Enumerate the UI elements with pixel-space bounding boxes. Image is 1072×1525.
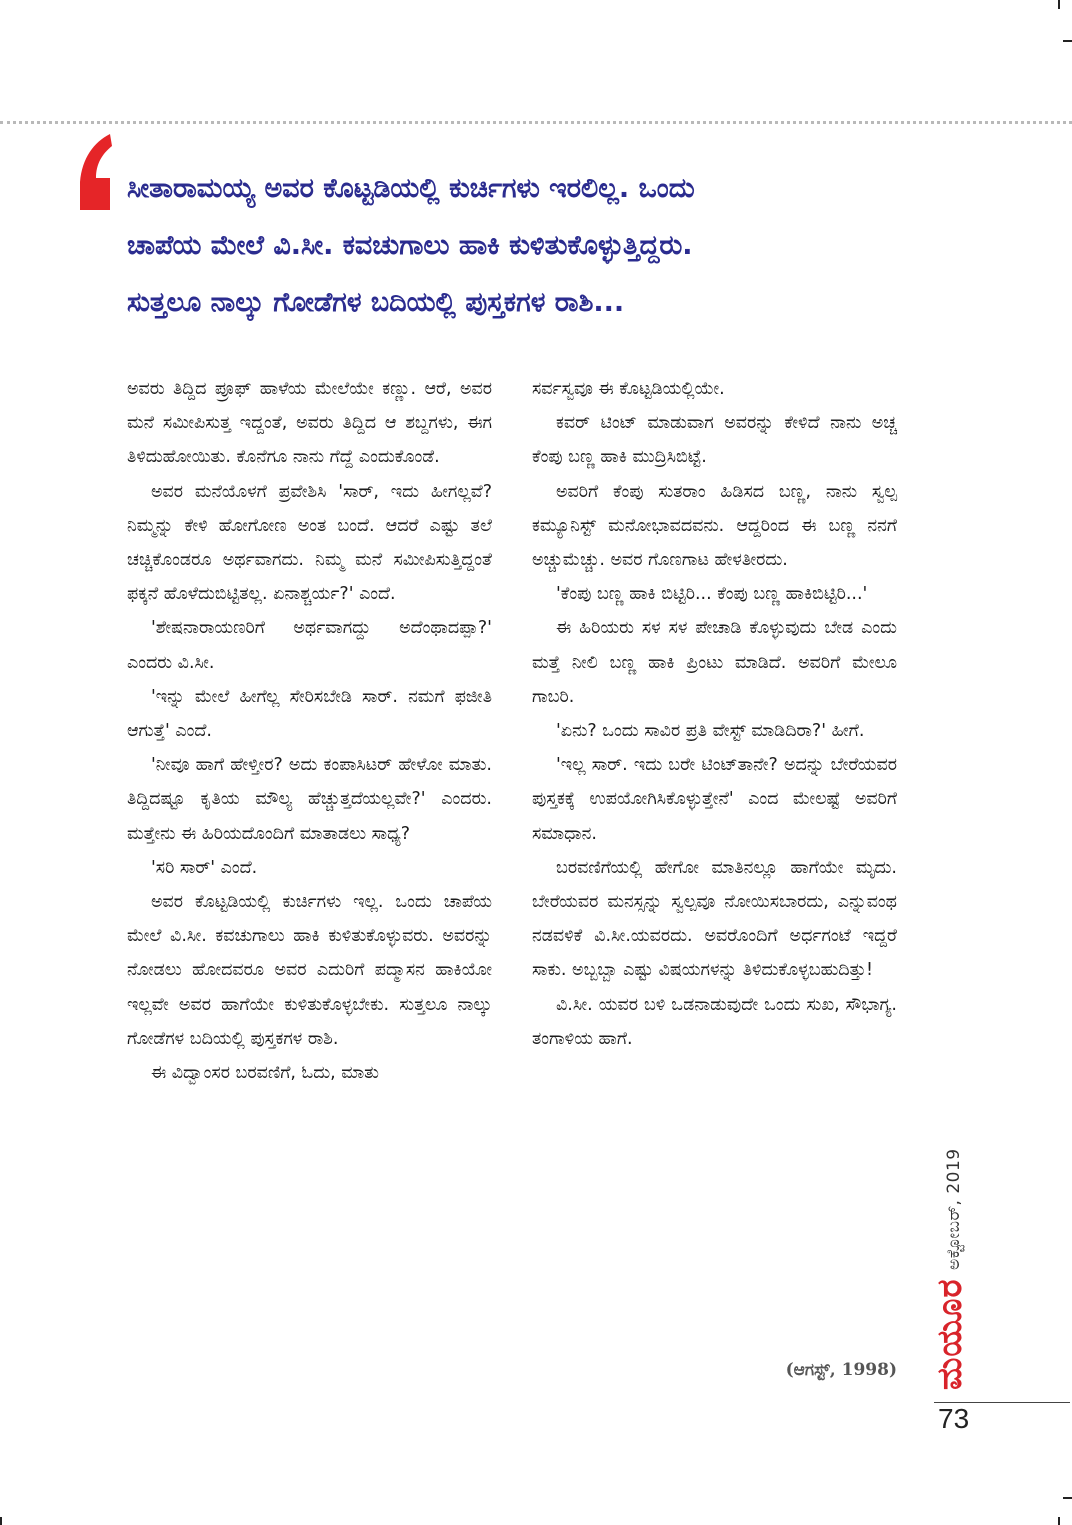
crop-mark (1058, 0, 1060, 9)
paragraph: ಈ ವಿದ್ವಾಂಸರ ಬರವಣಿಗೆ, ಓದು, ಮಾತು (151, 1063, 379, 1084)
issue-date-text: ಅಕ್ಟೋಬರ್, 2019 (944, 1148, 964, 1270)
paragraph: ಕವರ್ ಟಿಂಟ್ ಮಾಡುವಾಗ ಅವರನ್ನು ಕೇಳಿದೆ ನಾನು ಅಚ್ಚ ಕೆಂಪು ಬಣ್ಣ ಹಾಕಿ ಮುದ್ರಿಸಿಬಿಟ್ಟೆ. (532, 413, 897, 468)
crop-mark (1063, 1497, 1072, 1499)
paragraph: ಸರ್ವಸ್ವವೂ ಈ ಕೊಟ್ಟಡಿಯಲ್ಲಿಯೇ. (532, 379, 725, 399)
crop-mark (1063, 40, 1072, 42)
paragraph: 'ಇಲ್ಲ ಸಾರ್. ಇದು ಬರೇ ಟಿಂಟ್‌ತಾನೇ? ಅದನ್ನು ಬೇರೆಯವರ ಪುಸ್ತಕಕ್ಕೆ ಉಪಯೋಗಿಸಿಕೊಳ್ಳುತ್ತೇನೆ' ಎಂದ ಮೇಲಷ್ಟೆ ಅವರಿಗೆ ಸಮಾಧಾನ. (532, 755, 897, 844)
paragraph: 'ನೀವೂ ಹಾಗೆ ಹೇಳ್ತೀರ? ಅದು ಕಂಪಾಸಿಟರ್ ಹೇಳೋ ಮಾತು. ತಿದ್ದಿದಷ್ಟೂ ಕೃತಿಯ ಮೌಲ್ಯ ಹೆಚ್ಚುತ್ತದೆಯಲ್ಲವೇ?' ಎಂದರು. ಮತ್ತೇನು ಈ ಹಿರಿಯದೊಂದಿಗೆ ಮಾತಾಡಲು ಸಾಧ್ಯ? (127, 755, 492, 844)
article-column-left (127, 372, 492, 1090)
article-column-right (532, 372, 897, 1056)
paragraph: ವಿ.ಸೀ. ಯವರ ಬಳಿ ಒಡನಾಡುವುದೇ ಒಂದು ಸುಖ, ಸೌಭಾಗ್ಯ. ತಂಗಾಳಿಯ ಹಾಗೆ. (532, 994, 897, 1049)
quote-mark-icon (76, 132, 114, 212)
pull-quote-line: ಚಾಪೆಯ ಮೇಲೆ ವಿ.ಸೀ. ಕವಚುಗಾಲು ಹಾಕಿ ಕುಳಿತುಕೊಳ್ಳುತ್ತಿದ್ದರು. (127, 230, 693, 261)
dotted-divider (0, 121, 1072, 124)
paragraph: ಅವರ ಮನೆಯೊಳಗೆ ಪ್ರವೇಶಿಸಿ 'ಸಾರ್, ಇದು ಹೀಗಲ್ಲವೆ? ನಿಮ್ಮನ್ನು ಕೇಳಿ ಹೋಗೋಣ ಅಂತ ಬಂದೆ. ಆದರೆ ಎಷ್ಟು ತಲೆ ಚಚ್ಚಿಕೊಂಡರೂ ಅರ್ಥವಾಗದು. ನಿಮ್ಮ ಮನೆ ಸಮೀಪಿಸುತ್ತಿದ್ದಂತೆ ಫಕ್ಕನೆ ಹೊಳೆದುಬಿಟ್ಟಿತಲ್ಲ. ಏನಾಶ್ಚರ್ಯ?' ಎಂದೆ. (127, 481, 492, 605)
paragraph: ಅವರು ತಿದ್ದಿದ ಪ್ರೂಫ್ ಹಾಳೆಯ ಮೇಲೆಯೇ ಕಣ್ಣು. ಆರೆ, ಅವರ ಮನೆ ಸಮೀಪಿಸುತ್ತ ಇದ್ದಂತೆ, ಅವರು ತಿದ್ದಿದ ಆ ಶಬ್ದಗಳು, ಈಗ ತಿಳಿದುಹೋಯಿತು. ಕೊನೆಗೂ ನಾನು ಗೆದ್ದೆ ಎಂದುಕೊಂಡೆ. (127, 379, 492, 468)
paragraph: ಅವರ ಕೊಟ್ಟಡಿಯಲ್ಲಿ ಕುರ್ಚಿಗಳು ಇಲ್ಲ. ಒಂದು ಚಾಪೆಯ ಮೇಲೆ ವಿ.ಸೀ. ಕವಚುಗಾಲು ಹಾಕಿ ಕುಳಿತುಕೊಳ್ಳುವರು. ಅವರನ್ನು ನೋಡಲು ಹೋದವರೂ ಅವರ ಎದುರಿಗೆ ಪದ್ಮಾಸನ ಹಾಕಿಯೋ ಇಲ್ಲವೇ ಅವರ ಹಾಗೆಯೇ ಕುಳಿತುಕೊಳ್ಳಬೇಕು. ಸುತ್ತಲೂ ನಾಲ್ಕು ಗೋಡೆಗಳ ಬದಿಯಲ್ಲಿ ಪುಸ್ತಕಗಳ ರಾಶಿ. (127, 892, 492, 1049)
paragraph: ಅವರಿಗೆ ಕೆಂಪು ಸುತರಾಂ ಹಿಡಿಸದ ಬಣ್ಣ, ನಾನು ಸ್ವಲ್ಪ ಕಮ್ಯೂನಿಸ್ಟ್ ಮನೋಭಾವದವನು. ಆದ್ದರಿಂದ ಈ ಬಣ್ಣ ನನಗೆ ಅಚ್ಚುಮೆಚ್ಚು. ಅವರ ಗೊಣಗಾಟ ಹೇಳತೀರದು. (532, 481, 897, 571)
pull-quote-line: ಸುತ್ತಲೂ ನಾಲ್ಕು ಗೋಡೆಗಳ ಬದಿಯಲ್ಲಿ ಪುಸ್ತಕಗಳ ರಾಶಿ... (127, 287, 625, 318)
paragraph: 'ಕೆಂಪು ಬಣ್ಣ ಹಾಕಿ ಬಿಟ್ಟಿರಿ... ಕೆಂಪು ಬಣ್ಣ ಹಾಕಿಬಿಟ್ಟಿರಿ...' (556, 584, 868, 605)
article-citation: (ಆಗಸ್ಟ್, 1998) (785, 1360, 897, 1380)
paragraph: 'ಇನ್ನು ಮೇಲೆ ಹೀಗೆಲ್ಲ ಸೇರಿಸಬೇಡಿ ಸಾರ್. ನಮಗೆ ಫಜೀತಿ ಆಗುತ್ತೆ' ಎಂದೆ. (127, 686, 492, 742)
crop-mark (1058, 1517, 1060, 1525)
paragraph: 'ಸರಿ ಸಾರ್' ಎಂದೆ. (151, 857, 258, 878)
magazine-brand-logo: ಮಯೂರ (930, 1278, 970, 1390)
pull-quote-line: ಸೀತಾರಾಮಯ್ಯ ಅವರ ಕೊಟ್ಟಡಿಯಲ್ಲಿ ಕುರ್ಚಿಗಳು ಇರಲಿಲ್ಲ. ಒಂದು (127, 173, 695, 204)
page-number: 73 (938, 1403, 970, 1434)
pull-quote (127, 160, 917, 331)
paragraph: ಬರವಣಿಗೆಯಲ್ಲಿ ಹೇಗೋ ಮಾತಿನಲ್ಲೂ ಹಾಗೆಯೇ ಮೃದು. ಬೇರೆಯವರ ಮನಸ್ಸನ್ನು ಸ್ವಲ್ಪವೂ ನೋಯಿಸಬಾರದು, ಎನ್ನುವಂಥ ನಡವಳಿಕೆ ವಿ.ಸೀ.ಯವರದು. ಅವರೊಂದಿಗೆ ಅರ್ಧಗಂಟೆ ಇದ್ದರೆ ಸಾಕು. ಅಬ್ಬಬ್ಬಾ ಎಷ್ಟು ವಿಷಯಗಳನ್ನು ತಿಳಿದುಕೊಳ್ಳಬಹುದಿತ್ತು! (532, 857, 897, 981)
crop-mark (0, 1517, 2, 1525)
paragraph: 'ಏನು? ಒಂದು ಸಾವಿರ ಪ್ರತಿ ವೇಸ್ಟ್ ಮಾಡಿದಿರಾ?' ಹೀಗೆ. (556, 721, 865, 742)
paragraph: ಈ ಹಿರಿಯರು ಸಳ ಸಳ ಪೇಚಾಡಿ ಕೊಳ್ಳುವುದು ಬೇಡ ಎಂದು ಮತ್ತೆ ನೀಲಿ ಬಣ್ಣ ಹಾಕಿ ಪ್ರಿಂಟು ಮಾಡಿದೆ. ಅವರಿಗೆ ಮೇಲೂ ಗಾಬರಿ. (532, 618, 897, 707)
paragraph: 'ಶೇಷನಾರಾಯಣರಿಗೆ ಅರ್ಥವಾಗದ್ದು ಅದೆಂಥಾದಪ್ಪಾ?' ಎಂದರು ವಿ.ಸೀ. (127, 618, 492, 673)
